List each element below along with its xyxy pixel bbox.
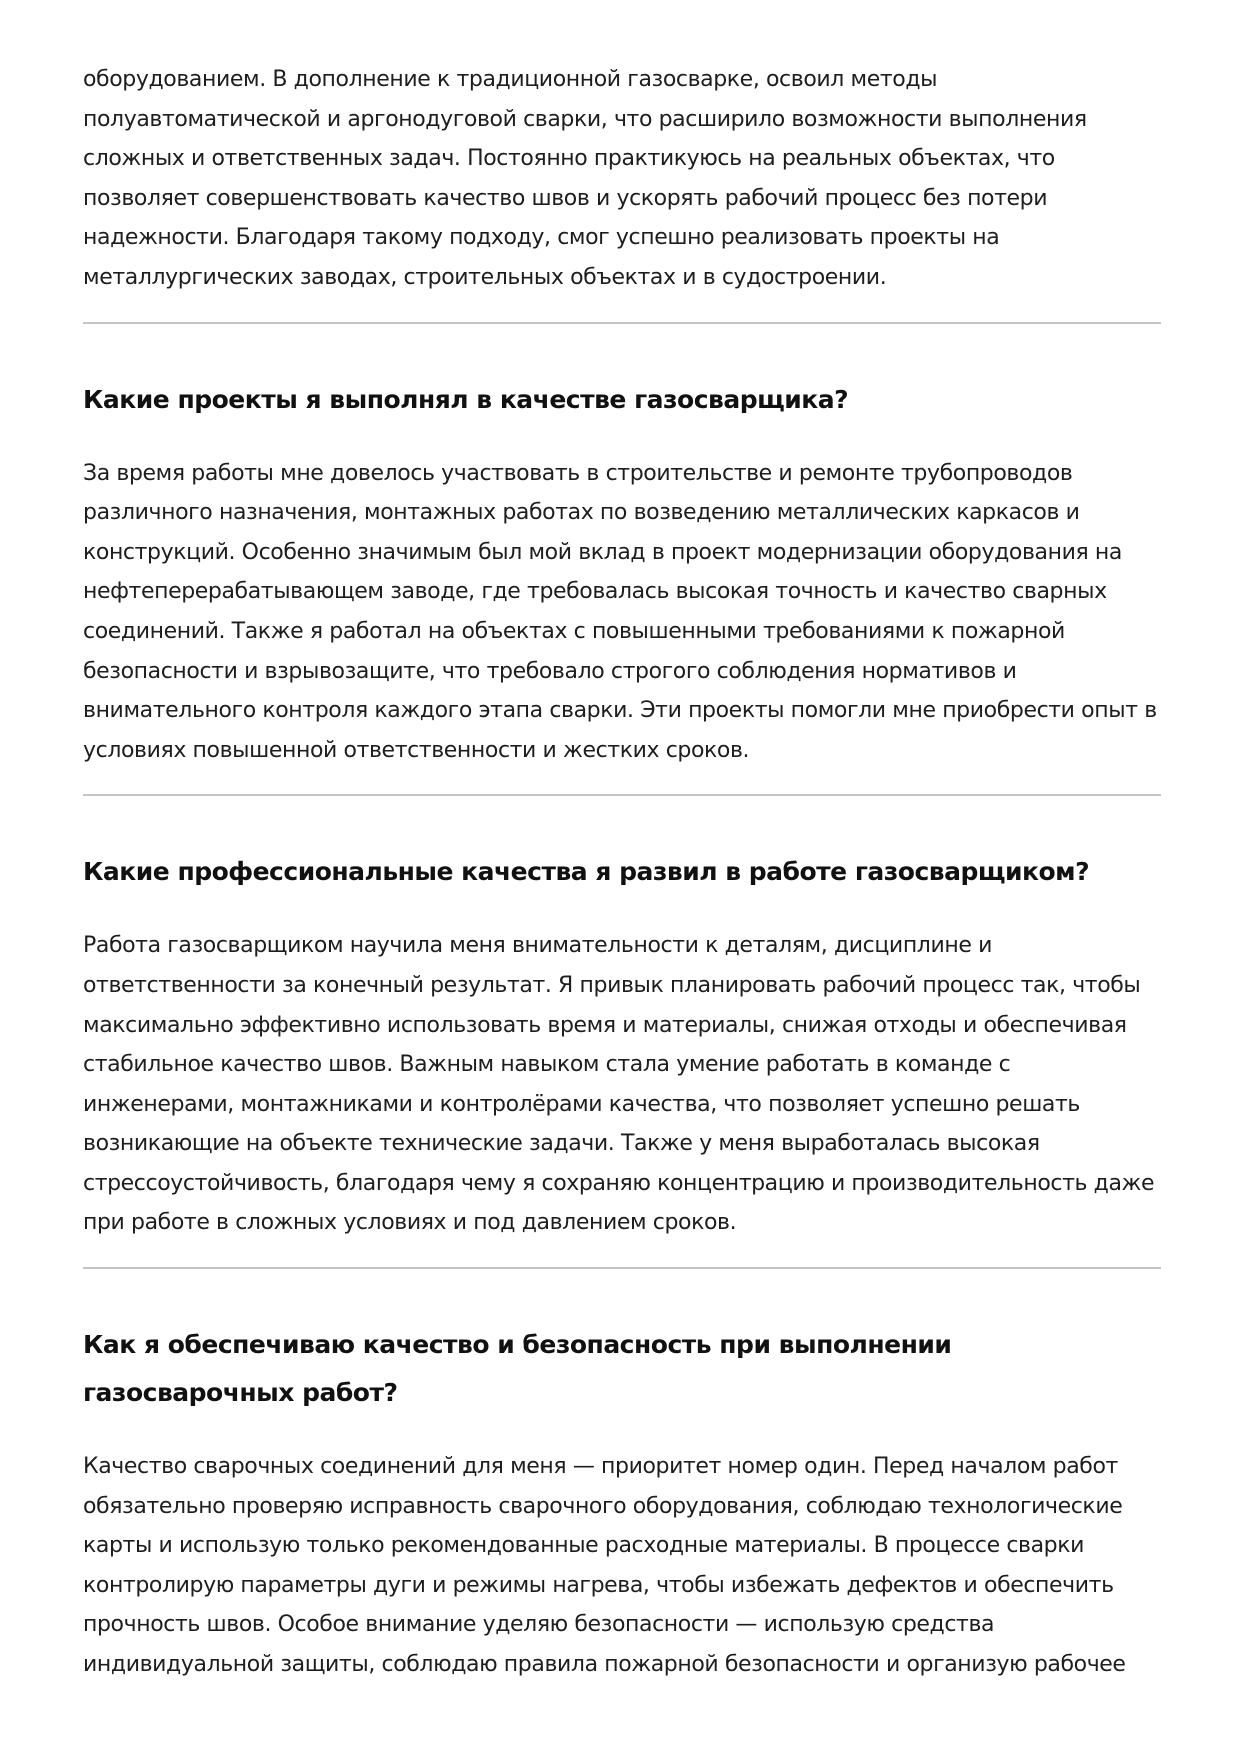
section-paragraph-safety: Качество сварочных соединений для меня — приоритет номер один. Перед началом работ обязательно проверяю исправность сварочного оборудования, соблюдаю технологические карты и использую только рекомендованные расходные материалы. В процессе сварки контролирую параметры дуги и режимы нагрева, чтобы избежать дефектов и обеспечить прочность швов. Особое внимание уделяю безопасности — использую средства индивидуальной защиты, соблюдаю правила пожарной безопасности и организую рабочее: [83, 1454, 1126, 1678]
section-divider: [83, 794, 1161, 796]
section-heading-safety: Как я обеспечиваю качество и безопасность при выполнении газосварочных работ?: [83, 1330, 952, 1408]
section-divider: [83, 1267, 1161, 1269]
document-page: [83, 60, 1161, 1685]
section-heading-qualities: Какие профессиональные качества я развил в работе газосварщиком?: [83, 857, 1090, 887]
section-paragraph-qualities: Работа газосварщиком научила меня внимательности к деталям, дисциплине и ответственности за конечный результат. Я привык планировать рабочий процесс так, чтобы максимально эффективно использовать время и материалы, снижая отходы и обеспечивая стабильное качество швов. Важным навыком стала умение работать в команде с инженерами, монтажниками и контролёрами качества, что позволяет успешно решать возникающие на объекте технические задачи. Также у меня выработалась высокая стрессоустойчивость, благодаря чему я сохраняю концентрацию и производительность даже при работе в сложных условиях и под давлением сроков.: [83, 933, 1155, 1236]
section-divider: [83, 322, 1161, 324]
section-heading-projects: Какие проекты я выполнял в качестве газосварщика?: [83, 384, 849, 414]
section-paragraph-projects: За время работы мне довелось участвовать в строительстве и ремонте трубопроводов различного назначения, монтажных работах по возведению металлических каркасов и конструкций. Особенно значимым был мой вклад в проект модернизации оборудования на нефтеперерабатывающем заводе, где требовалась высокая точность и качество сварных соединений. Также я работал на объектах с повышенными требованиями к пожарной безопасности и взрывозащите, что требовало строгого соблюдения нормативов и внимательного контроля каждого этапа сварки. Эти проекты помогли мне приобрести опыт в условиях повышенной ответственности и жестких сроков.: [83, 460, 1157, 763]
intro-paragraph: оборудованием. В дополнение к традиционной газосварке, освоил методы полуавтоматической и аргонодуговой сварки, что расширило возможности выполнения сложных и ответственных задач. Постоянно практикуюсь на реальных объектах, что позволяет совершенствовать качество швов и ускорять рабочий процесс без потери надежности. Благодаря такому подходу, смог успешно реализовать проекты на металлургических заводах, строительных объектах и в судостроении.: [83, 67, 1087, 290]
